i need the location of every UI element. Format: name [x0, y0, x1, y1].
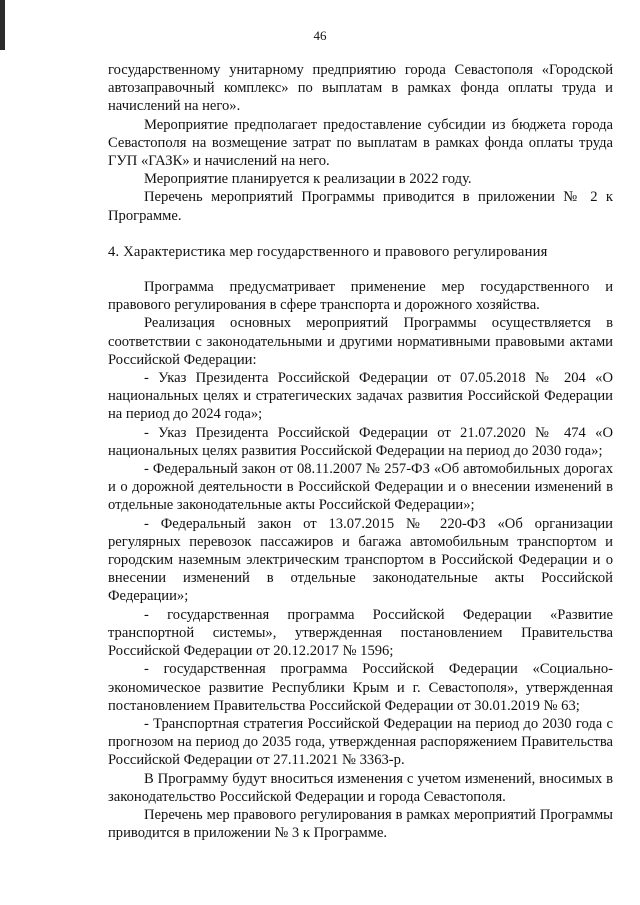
- list-item: - государственная программа Российской Федерации «Социально-экономическое развитие Республики Крым и г. Севастополя», утвержденная постановлением Правительства Российской Федерации от 30.01.2019 № 63;: [108, 661, 613, 714]
- document-body: [108, 61, 613, 842]
- paragraph: Перечень мероприятий Программы приводится в приложении № 2 к Программе.: [108, 189, 613, 224]
- paragraph: В Программу будут вноситься изменения с учетом изменений, вносимых в законодательство Российской Федерации и города Севастополя.: [108, 770, 613, 805]
- paragraph: Мероприятие предполагает предоставление субсидии из бюджета города Севастополя на возмещение затрат по выплатам в рамках фонда оплаты труда ГУП «ГАЗК» и начислений на него.: [108, 116, 613, 170]
- paragraph: Мероприятие планируется к реализации в 2022 году.: [144, 171, 472, 188]
- paragraph: Перечень мер правового регулирования в рамках мероприятий Программы приводится в приложении № 3 к Программе.: [108, 806, 613, 842]
- page-number: 46: [313, 28, 327, 43]
- list-item: - Федеральный закон от 08.11.2007 № 257-ФЗ «Об автомобильных дорогах и о дорожной деятельности в Российской Федерации и о внесении изменений в отдельные законодательные акты Российской Федерации»;: [108, 461, 613, 514]
- paragraph: Реализация основных мероприятий Программы осуществляется в соответствии с законодательными и другими нормативными правовыми актами Российской Федерации:: [108, 315, 613, 368]
- paragraph: государственному унитарному предприятию города Севастополя «Городской автозаправочный комплекс» по выплатам в рамках фонда оплаты труда и начислений на него».: [108, 62, 613, 115]
- section-heading: 4. Характеристика мер государственного и правового регулирования: [108, 243, 548, 260]
- list-item: - Транспортная стратегия Российской Федерации на период до 2030 года с прогнозом на период до 2035 года, утвержденная распоряжением Правительства Российской Федерации от 27.11.2021 № 3363-р.: [108, 715, 613, 769]
- list-item: - Указ Президента Российской Федерации от 07.05.2018 № 204 «О национальных целях и стратегических задачах развития Российской Федерации на период до 2024 года»;: [108, 370, 613, 423]
- list-item: - Указ Президента Российской Федерации от 21.07.2020 № 474 «О национальных целях развития Российской Федерации на период до 2030 года»;: [108, 424, 613, 459]
- list-item: - Федеральный закон от 13.07.2015 № 220-ФЗ «Об организации регулярных перевозок пассажиров и багажа автомобильным транспортом и городским наземным электрическим транспортом в Российской Федерации и о внесении изменений в отдельные законодательные акты Российской Федерации»;: [108, 515, 613, 605]
- paragraph: Программа предусматривает применение мер государственного и правового регулирования в сфере транспорта и дорожного хозяйства.: [108, 279, 613, 314]
- list-item: - государственная программа Российской Федерации «Развитие транспортной системы», утвержденная постановлением Правительства Российской Федерации от 20.12.2017 № 1596;: [108, 606, 613, 660]
